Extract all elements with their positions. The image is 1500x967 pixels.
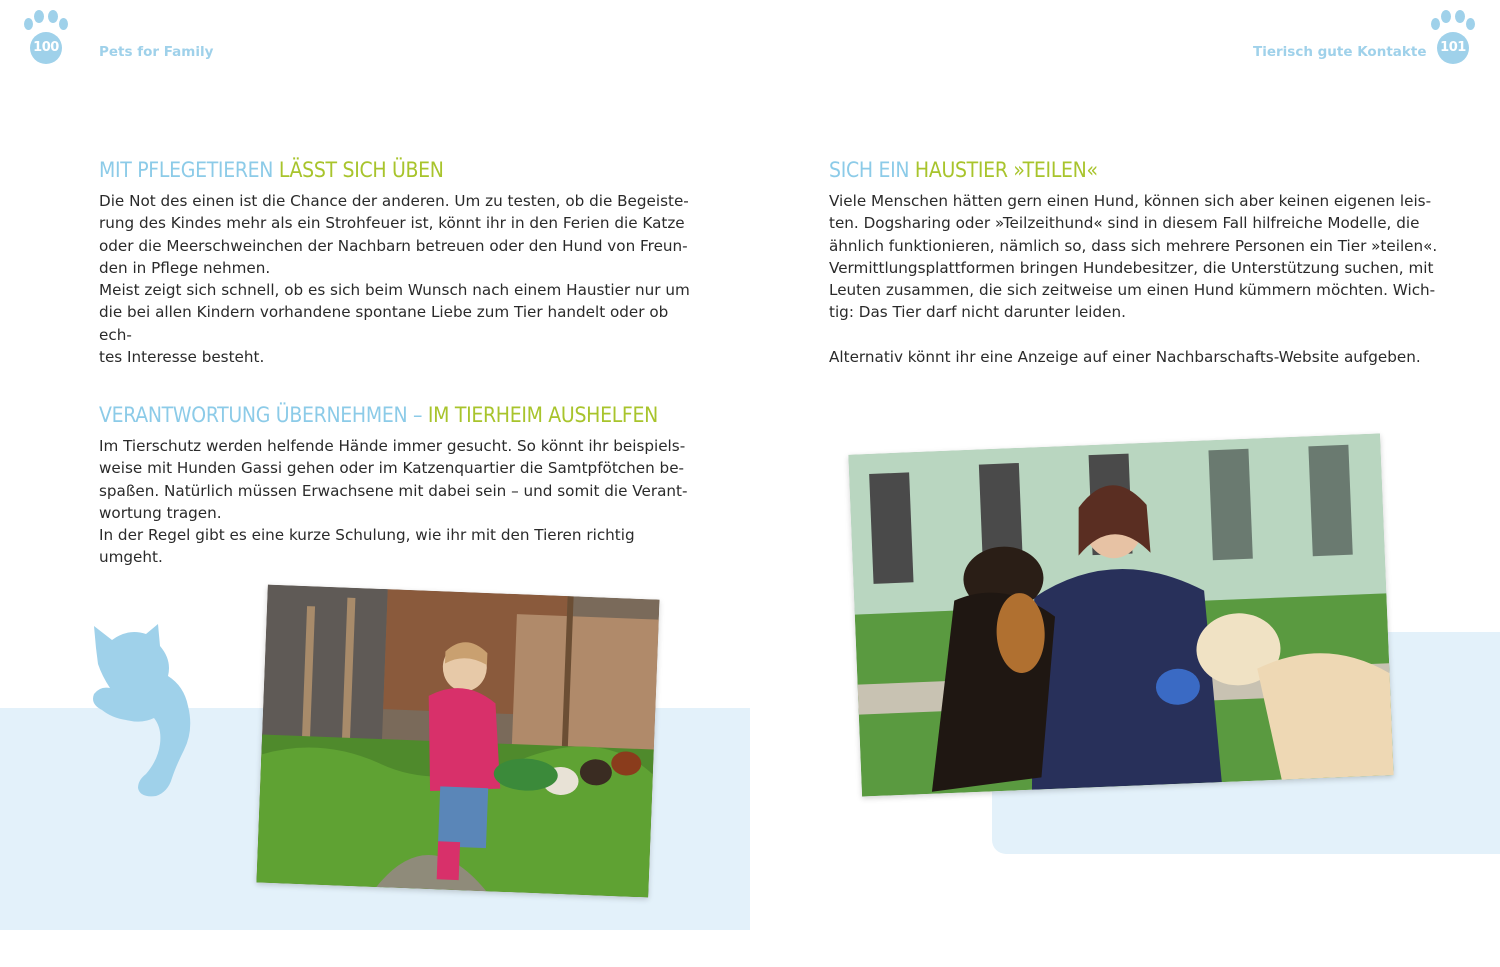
body-paragraph: Die Not des einen ist die Chance der anderen. Um zu testen, ob die Begeiste- rung des Kindes mehr als ein Strohfeuer ist, könnt ihr in den Ferien die Katze oder die Meerschweinchen der Nachbarn betreuen oder den Hund von Freun- den in Pflege nehmen. Meist zeigt sich schnell, ob es sich beim Wunsch nach einem Haustier nur um die bei allen Kindern vorhandene spontane Liebe zum Tier handelt oder ob ech- tes Interesse besteht.	[99, 192, 690, 367]
body-paragraph: Alternativ könnt ihr eine Anzeige auf einer Nachbarschafts-Website aufgeben.	[829, 348, 1421, 366]
cat-silhouette-icon	[88, 620, 208, 805]
running-head: Tierisch gute Kontakte	[1253, 44, 1427, 60]
right-page	[750, 0, 1500, 967]
paw-icon	[1428, 8, 1478, 66]
section-heading	[829, 157, 1098, 183]
running-head: Pets for Family	[99, 44, 214, 60]
heading-part-blue: SICH EIN	[829, 158, 910, 182]
photo-woman-with-dogs	[848, 433, 1393, 796]
heading-part-green: IM TIERHEIM AUSHELFEN	[427, 403, 658, 427]
heading-part-blue: MIT PFLEGETIEREN	[99, 158, 274, 182]
section-heading	[99, 157, 444, 183]
photo-girl-feeding-chickens	[256, 585, 659, 898]
paw-icon	[21, 8, 71, 66]
section-heading	[99, 402, 658, 428]
body-paragraph: Im Tierschutz werden helfende Hände immer gesucht. So könnt ihr beispiels- weise mit Hunden Gassi gehen oder im Katzenquartier die Samtpfötchen be- spaßen. Natürlich müssen Erwachsene mit dabei sein – und somit die Verant- wortung tragen. In der Regel gibt es eine kurze Schulung, wie ihr mit den Tieren richtig umgeht.	[99, 437, 688, 567]
heading-part-blue: VERANTWORTUNG ÜBERNEHMEN –	[99, 403, 423, 427]
page-number: 100	[30, 32, 62, 64]
body-paragraph: Viele Menschen hätten gern einen Hund, können sich aber keinen eigenen leis- ten. Dogsharing oder »Teilzeithund« sind in diesem Fall hilfreiche Modelle, die ähnlich funktionieren, nämlich so, dass sich mehrere Personen ein Tier »teilen«. Vermittlungsplattformen bringen Hundebesitzer, die Unterstützung suchen, mit Leuten zusammen, die sich zeitweise um einen Hund kümmern möchten. Wich- tig: Das Tier darf nicht darunter leiden.	[829, 192, 1438, 322]
page-number: 101	[1437, 32, 1469, 64]
heading-part-green: LÄSST SICH ÜBEN	[278, 158, 444, 182]
heading-part-green: HAUSTIER »TEILEN«	[914, 158, 1098, 182]
